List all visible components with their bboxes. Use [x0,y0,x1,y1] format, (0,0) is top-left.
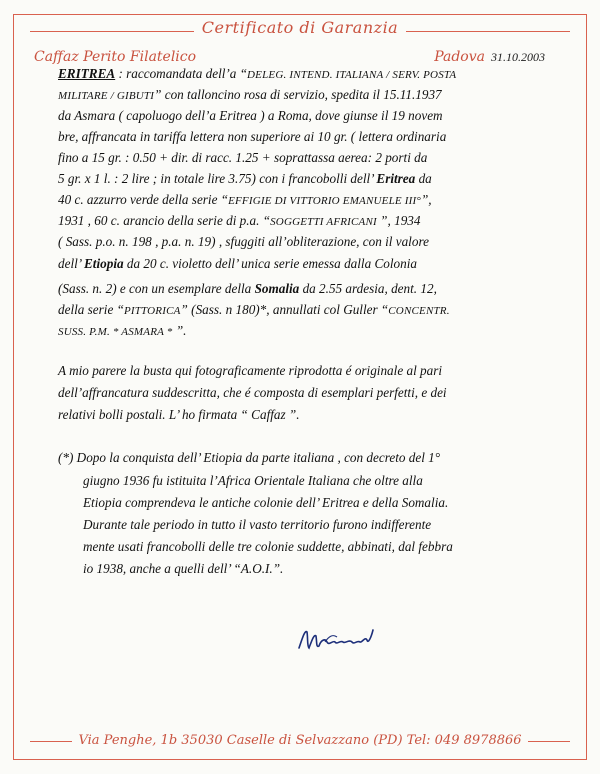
text-line: 40 c. azzurro verde della serie “EFFIGIE DI VITTORIO EMANUELE III°”, [58,192,432,207]
text-line: MILITARE / GIBUTI” con talloncino rosa di servizio, spedita il 15.11.1937 [58,87,442,102]
handwritten-signature [295,618,385,658]
text-line: ( Sass. p.o. n. 198 , p.a. n. 19) , sfuggiti all’obliterazione, con il valore [58,234,429,249]
text-line: SUSS. P.M. * ASMARA * ”. [58,323,187,338]
text-line: (Sass. n. 2) e con un esemplare della Somalia da 2.55 ardesia, dent. 12, [58,281,437,296]
text-line: giugno 1936 fu istituita l’Africa Orientale Italiana che oltre alla [83,473,423,488]
text-line: ERITREA : raccomandata dell’a “DELEG. INTEND. ITALIANA / SERV. POSTA [58,66,457,81]
text-line: dell’affrancatura suddescritta, che é composta di esemplari perfetti, e dei [58,385,447,400]
text-line: 1931 , 60 c. arancio della serie di p.a. “SOGGETTI AFRICANI ”, 1934 [58,213,421,228]
text-line: Durante tale periodo in tutto il vasto territorio furono indifferente [83,517,432,532]
place-date [434,49,545,65]
text-line: 5 gr. x 1 l. : 2 lire ; in totale lire 3.75) con i francobolli dell’ Eritrea da [58,171,432,186]
date: 31.10.2003 [491,50,545,64]
text-line: (*) Dopo la conquista dell’ Etiopia da parte italiana , con decreto del 1° [58,450,441,465]
text-line: bre, affrancata in tariffa lettera non superiore ai 10 gr. ( lettera ordinaria [58,129,447,144]
footer-address: Via Penghe, 1b 35030 Caselle di Selvazzano (PD) Tel: 049 8978866 [0,733,600,748]
text-line: A mio parere la busta qui fotograficamente riprodotta é originale al pari [58,363,443,378]
text-line: da Asmara ( capoluogo dell’a Eritrea ) a Roma, dove giunse il 19 novem [58,108,443,123]
certificate-title: Certificato di Garanzia [0,18,600,38]
text-line: della serie “PITTORICA” (Sass. n 180)*, annullati col Guller “CONCENTR. [58,302,450,317]
text-line: dell’ Etiopia da 20 c. violetto dell’ unica serie emessa dalla Colonia [58,256,417,271]
text-line: mente usati francobolli delle tre colonie suddette, abbinati, dal febbra [83,539,453,554]
text-line: io 1938, anche a quelli dell’ “A.O.I.”. [83,561,284,576]
city: Padova [434,49,485,65]
text-line: Etiopia comprendeva le antiche colonie dell’ Eritrea e della Somalia. [83,495,449,510]
text-line: relativi bolli postali. L’ ho firmata “ Caffaz ”. [58,407,300,422]
issuer-name: Caffaz Perito Filatelico [34,49,197,65]
text-line: fino a 15 gr. : 0.50 + dir. di racc. 1.25 + soprattassa aerea: 2 porti da [58,150,428,165]
